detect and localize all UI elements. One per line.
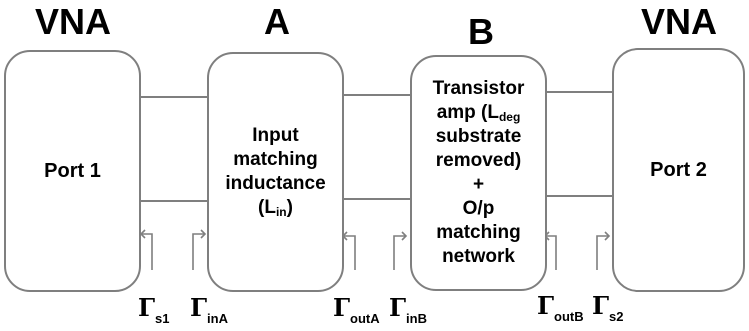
input-matching-line4: $(L_{in})$ xyxy=(258,197,293,219)
header-a: A xyxy=(264,1,290,42)
transistor-block xyxy=(410,55,547,291)
transistor-line6: O/p xyxy=(462,198,495,219)
port1-label: Port 1 xyxy=(44,160,101,182)
transistor-text xyxy=(433,77,525,269)
header-b: B xyxy=(468,11,494,52)
ldeg-subscript: deg xyxy=(498,110,521,124)
input-matching-block xyxy=(207,52,344,292)
input-matching-line3: inductance xyxy=(225,173,326,194)
transistor-line8: network xyxy=(442,246,515,267)
transistor-line7: matching xyxy=(436,222,521,243)
gamma-inB-label: $\Gamma_{inB}$ xyxy=(389,293,427,326)
port2-block xyxy=(612,48,745,292)
lin-subscript: in xyxy=(275,205,287,219)
port2-label: Port 2 xyxy=(650,159,707,181)
transistor-line1: Transistor xyxy=(432,78,525,99)
arrow-gamma-s2 xyxy=(597,236,609,270)
transistor-line2: amp ($L_{deg}$ xyxy=(436,102,521,124)
gamma-inA-label: $\Gamma_{inA}$ xyxy=(190,293,228,326)
arrow-gamma-inB xyxy=(394,236,406,270)
arrow-gamma-s1 xyxy=(141,234,152,270)
header-left-vna: VNA xyxy=(34,1,111,42)
input-matching-line2: matching xyxy=(233,149,318,170)
transistor-line5: + xyxy=(472,174,485,195)
header-right-vna: VNA xyxy=(640,1,717,42)
gamma-s1-label: $\Gamma_{s1}$ xyxy=(138,293,170,326)
arrow-gamma-outA xyxy=(343,236,355,270)
port1-block xyxy=(4,50,141,292)
gamma-outB-label: $\Gamma_{outB}$ xyxy=(537,291,584,324)
transistor-line4: removed) xyxy=(435,150,522,171)
gamma-s2-label: $\Gamma_{s2}$ xyxy=(592,291,624,324)
transistor-line3: substrate xyxy=(435,126,522,147)
arrow-gamma-inA xyxy=(193,234,205,270)
input-matching-line1: Input xyxy=(252,125,299,146)
input-matching-text xyxy=(225,124,325,220)
gamma-outA-label: $\Gamma_{outA}$ xyxy=(333,293,380,326)
